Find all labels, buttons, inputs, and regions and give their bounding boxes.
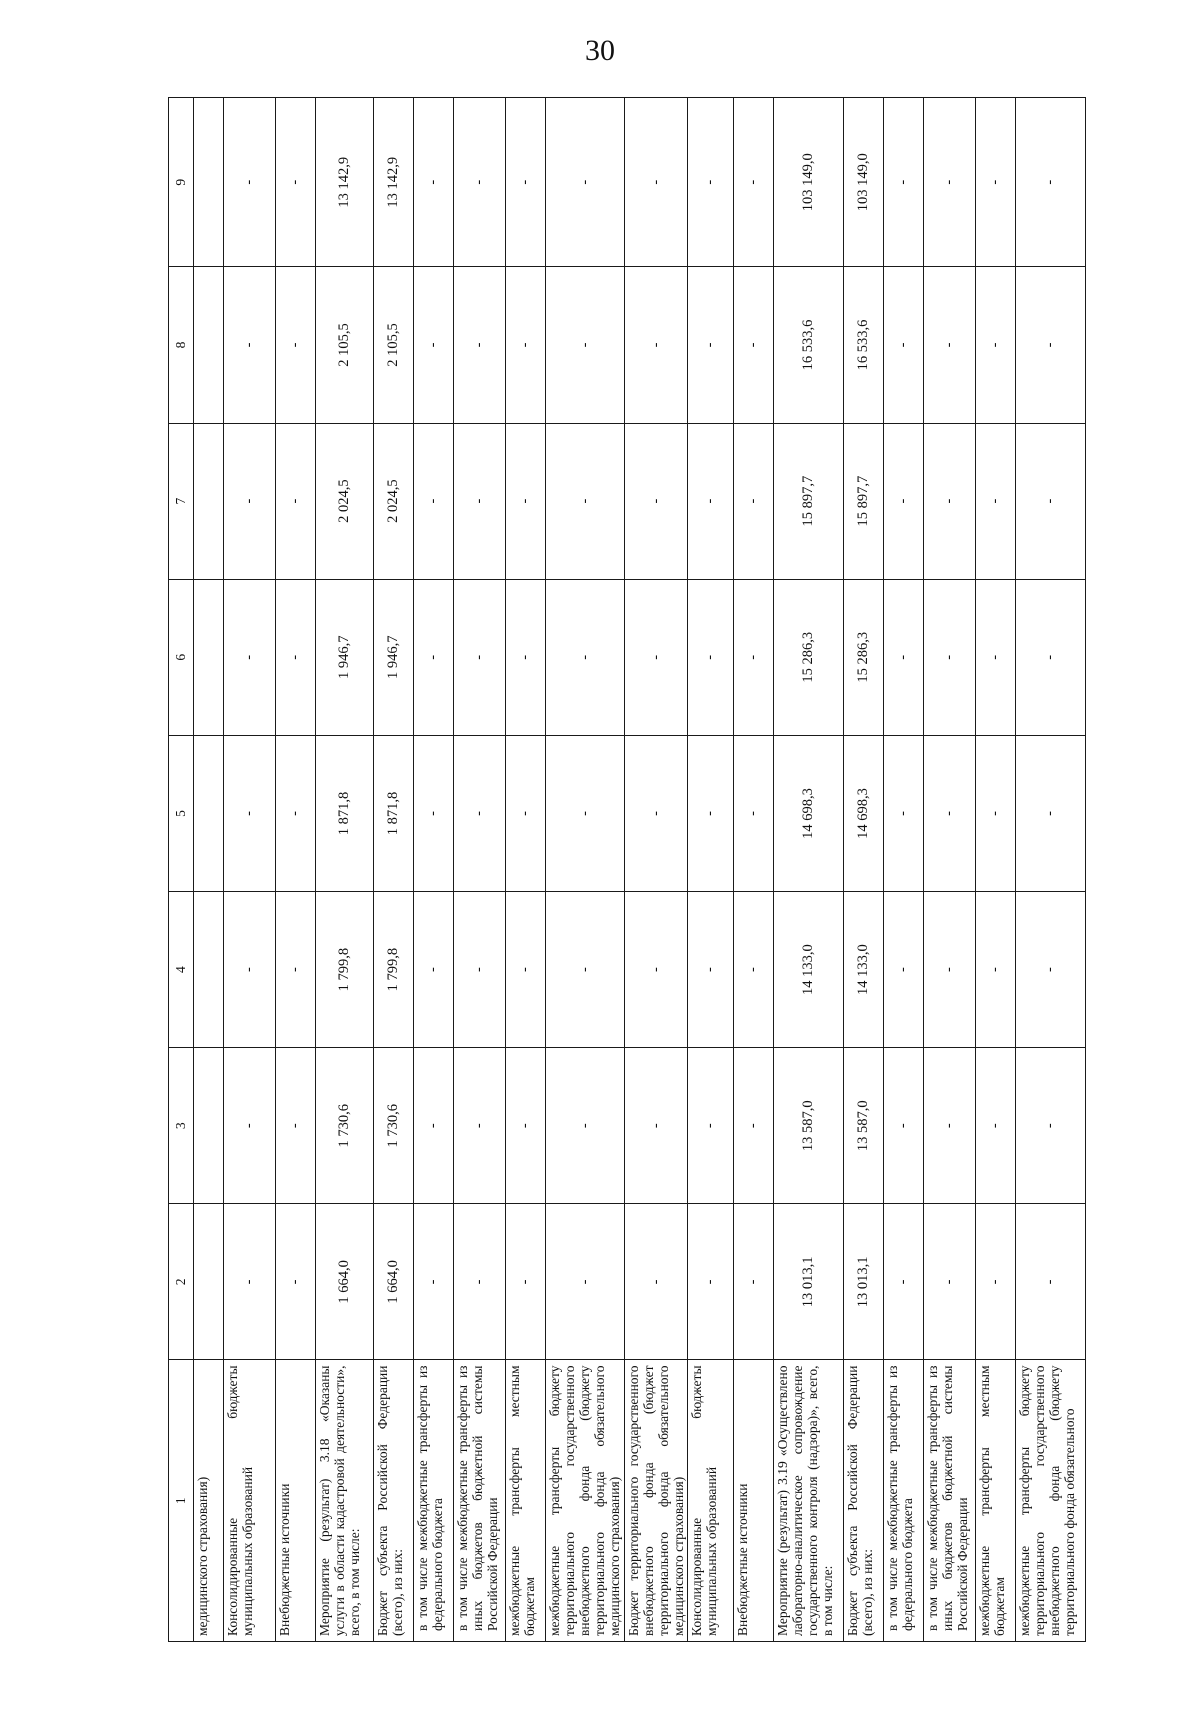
table-row	[506, 98, 546, 1642]
value-cell: -	[276, 1048, 316, 1204]
value-cell: -	[883, 579, 923, 735]
value-cell: -	[224, 98, 276, 267]
value-cell: 15 897,7	[843, 423, 883, 579]
value-cell: -	[1015, 423, 1085, 579]
value-cell: 1 799,8	[316, 892, 374, 1048]
value-cell: -	[975, 579, 1015, 735]
value-cell: -	[1015, 98, 1085, 267]
value-cell: -	[624, 1048, 687, 1204]
value-cell	[194, 1048, 224, 1204]
row-label: межбюджетные трансферты бюджету территориального государственного внебюджетного фонда (бюджету территориального фонда обязательного	[1015, 1360, 1085, 1642]
value-cell: -	[687, 1048, 733, 1204]
value-cell: -	[546, 98, 625, 267]
value-cell: -	[506, 579, 546, 735]
row-label: в том числе межбюджетные трансферты из иных бюджетов бюджетной системы Российской Федерации	[454, 1360, 506, 1642]
value-cell: -	[687, 579, 733, 735]
table-row	[546, 98, 625, 1642]
value-cell	[194, 267, 224, 423]
value-cell: -	[1015, 579, 1085, 735]
value-cell: 2 105,5	[374, 267, 414, 423]
value-cell: -	[883, 98, 923, 267]
table-row	[276, 98, 316, 1642]
row-label: Мероприятие (результат) 3.19 «Осуществлено лабораторно-аналитическое сопровождение государственного контроля (надзора)», всего, в том числе:	[773, 1360, 843, 1642]
value-cell: -	[454, 1204, 506, 1360]
value-cell: -	[687, 423, 733, 579]
table-row	[224, 98, 276, 1642]
value-cell: -	[224, 579, 276, 735]
value-cell: 16 533,6	[773, 267, 843, 423]
value-cell: 15 286,3	[843, 579, 883, 735]
value-cell: -	[546, 1048, 625, 1204]
row-label: Бюджет субъекта Российской Федерации (всего), из них:	[843, 1360, 883, 1642]
table-row	[923, 98, 975, 1642]
table-row	[624, 98, 687, 1642]
row-label: межбюджетные трансферты бюджету территориального государственного внебюджетного фонда (бюджету территориального фонда обязательного медицинского страхования)	[546, 1360, 625, 1642]
column-header: 7	[169, 423, 194, 579]
value-cell: -	[546, 1204, 625, 1360]
value-cell: -	[733, 98, 773, 267]
value-cell: -	[1015, 1204, 1085, 1360]
value-cell: -	[224, 892, 276, 1048]
value-cell: 13 013,1	[773, 1204, 843, 1360]
value-cell	[194, 1204, 224, 1360]
value-cell: -	[975, 423, 1015, 579]
value-cell: -	[414, 1204, 454, 1360]
value-cell: -	[276, 579, 316, 735]
value-cell: -	[454, 1048, 506, 1204]
value-cell: -	[975, 735, 1015, 891]
table-row	[454, 98, 506, 1642]
value-cell: -	[883, 267, 923, 423]
value-cell: -	[414, 735, 454, 891]
value-cell: 1 664,0	[316, 1204, 374, 1360]
value-cell: -	[1015, 892, 1085, 1048]
value-cell: 16 533,6	[843, 267, 883, 423]
value-cell: 13 587,0	[843, 1048, 883, 1204]
value-cell: 15 286,3	[773, 579, 843, 735]
value-cell: -	[1015, 1048, 1085, 1204]
value-cell: -	[506, 1204, 546, 1360]
value-cell: -	[733, 1048, 773, 1204]
value-cell: -	[733, 579, 773, 735]
value-cell: -	[414, 892, 454, 1048]
row-label: Консолидированные бюджеты муниципальных образований	[687, 1360, 733, 1642]
value-cell: 1 730,6	[316, 1048, 374, 1204]
row-label: в том числе межбюджетные трансферты из иных бюджетов бюджетной системы Российской Федерации	[923, 1360, 975, 1642]
value-cell	[194, 892, 224, 1048]
value-cell: -	[883, 1204, 923, 1360]
value-cell: -	[506, 98, 546, 267]
value-cell: -	[454, 735, 506, 891]
value-cell: -	[923, 267, 975, 423]
value-cell: -	[224, 1048, 276, 1204]
value-cell: -	[733, 892, 773, 1048]
value-cell: 14 133,0	[843, 892, 883, 1048]
value-cell: -	[276, 267, 316, 423]
value-cell: -	[883, 735, 923, 891]
table-row	[843, 98, 883, 1642]
value-cell: 15 897,7	[773, 423, 843, 579]
value-cell: -	[454, 267, 506, 423]
table-row	[1015, 98, 1085, 1642]
value-cell: -	[975, 267, 1015, 423]
row-label: Консолидированные бюджеты муниципальных образований	[224, 1360, 276, 1642]
value-cell: -	[624, 735, 687, 891]
value-cell: -	[506, 423, 546, 579]
value-cell: 13 013,1	[843, 1204, 883, 1360]
value-cell: -	[276, 892, 316, 1048]
value-cell	[194, 579, 224, 735]
value-cell: -	[687, 1204, 733, 1360]
value-cell: -	[276, 1204, 316, 1360]
value-cell: -	[224, 267, 276, 423]
column-header: 2	[169, 1204, 194, 1360]
value-cell	[194, 735, 224, 891]
table-row	[975, 98, 1015, 1642]
value-cell: -	[506, 892, 546, 1048]
value-cell: -	[414, 423, 454, 579]
column-header: 1	[169, 1360, 194, 1642]
row-label: Бюджет территориального государственного внебюджетного фонда (бюджет территориального фонда обязательного медицинского страхования)	[624, 1360, 687, 1642]
value-cell: -	[454, 423, 506, 579]
table-row	[773, 98, 843, 1642]
value-cell: -	[276, 423, 316, 579]
table-row	[883, 98, 923, 1642]
value-cell: 2 024,5	[316, 423, 374, 579]
value-cell: -	[276, 735, 316, 891]
value-cell: -	[546, 892, 625, 1048]
row-label: Мероприятие (результат) 3.18 «Оказаны услуги в области кадастровой деятельности», всего, в том числе:	[316, 1360, 374, 1642]
value-cell: -	[687, 892, 733, 1048]
value-cell: -	[454, 579, 506, 735]
value-cell: -	[923, 1204, 975, 1360]
value-cell: -	[883, 892, 923, 1048]
value-cell: 1 946,7	[316, 579, 374, 735]
column-header: 3	[169, 1048, 194, 1204]
value-cell: 13 587,0	[773, 1048, 843, 1204]
value-cell: -	[624, 579, 687, 735]
value-cell: -	[414, 579, 454, 735]
value-cell: -	[224, 1204, 276, 1360]
row-label: межбюджетные трансферты местным бюджетам	[506, 1360, 546, 1642]
value-cell: -	[923, 735, 975, 891]
budget-table	[168, 97, 1086, 1642]
value-cell: -	[624, 423, 687, 579]
value-cell: -	[454, 892, 506, 1048]
value-cell: -	[687, 98, 733, 267]
value-cell: 2 024,5	[374, 423, 414, 579]
value-cell: -	[454, 98, 506, 267]
value-cell: 14 698,3	[843, 735, 883, 891]
value-cell: -	[883, 1048, 923, 1204]
value-cell: -	[506, 1048, 546, 1204]
row-label: межбюджетные трансферты местным бюджетам	[975, 1360, 1015, 1642]
value-cell: -	[546, 735, 625, 891]
column-header: 6	[169, 579, 194, 735]
value-cell	[194, 423, 224, 579]
column-header: 8	[169, 267, 194, 423]
value-cell: -	[733, 423, 773, 579]
value-cell: -	[546, 267, 625, 423]
table-row	[316, 98, 374, 1642]
table-row	[194, 98, 224, 1642]
row-label: Внебюджетные источники	[733, 1360, 773, 1642]
value-cell: 13 142,9	[374, 98, 414, 267]
value-cell: -	[624, 1204, 687, 1360]
value-cell: -	[506, 735, 546, 891]
row-label: Бюджет субъекта Российской Федерации (всего), из них:	[374, 1360, 414, 1642]
value-cell: -	[923, 892, 975, 1048]
value-cell: -	[1015, 735, 1085, 891]
value-cell: -	[923, 1048, 975, 1204]
value-cell: 14 698,3	[773, 735, 843, 891]
value-cell: -	[975, 98, 1015, 267]
value-cell: -	[1015, 267, 1085, 423]
value-cell: -	[923, 423, 975, 579]
value-cell: 14 133,0	[773, 892, 843, 1048]
value-cell: -	[224, 423, 276, 579]
value-cell: -	[733, 1204, 773, 1360]
value-cell: -	[624, 98, 687, 267]
value-cell: -	[276, 98, 316, 267]
rotated-table-container	[168, 97, 1078, 1642]
value-cell: -	[687, 267, 733, 423]
value-cell: -	[923, 579, 975, 735]
value-cell: 1 946,7	[374, 579, 414, 735]
page-number: 30	[585, 34, 615, 67]
value-cell	[194, 98, 224, 267]
value-cell: -	[414, 98, 454, 267]
value-cell: 1 730,6	[374, 1048, 414, 1204]
value-cell: 1 664,0	[374, 1204, 414, 1360]
value-cell: -	[414, 267, 454, 423]
value-cell: -	[975, 892, 1015, 1048]
column-header: 5	[169, 735, 194, 891]
value-cell: -	[546, 579, 625, 735]
value-cell: -	[923, 98, 975, 267]
column-header: 9	[169, 98, 194, 267]
value-cell: -	[506, 267, 546, 423]
value-cell: -	[975, 1048, 1015, 1204]
table-row	[374, 98, 414, 1642]
value-cell: -	[687, 735, 733, 891]
value-cell: -	[224, 735, 276, 891]
row-label: в том числе межбюджетные трансферты из федерального бюджета	[883, 1360, 923, 1642]
column-header: 4	[169, 892, 194, 1048]
table-row	[687, 98, 733, 1642]
value-cell: -	[624, 267, 687, 423]
table-row	[733, 98, 773, 1642]
value-cell: 1 871,8	[316, 735, 374, 891]
value-cell: -	[546, 423, 625, 579]
value-cell: -	[414, 1048, 454, 1204]
value-cell: -	[733, 267, 773, 423]
value-cell: -	[883, 423, 923, 579]
value-cell: 13 142,9	[316, 98, 374, 267]
row-label: медицинского страхования)	[194, 1360, 224, 1642]
table-body	[194, 98, 1086, 1642]
value-cell: 2 105,5	[316, 267, 374, 423]
value-cell: 1 871,8	[374, 735, 414, 891]
value-cell: -	[624, 892, 687, 1048]
value-cell: -	[733, 735, 773, 891]
value-cell: 1 799,8	[374, 892, 414, 1048]
table-row	[414, 98, 454, 1642]
header-row	[169, 98, 194, 1642]
value-cell: 103 149,0	[843, 98, 883, 267]
row-label: в том числе межбюджетные трансферты из федерального бюджета	[414, 1360, 454, 1642]
value-cell: 103 149,0	[773, 98, 843, 267]
row-label: Внебюджетные источники	[276, 1360, 316, 1642]
value-cell: -	[975, 1204, 1015, 1360]
